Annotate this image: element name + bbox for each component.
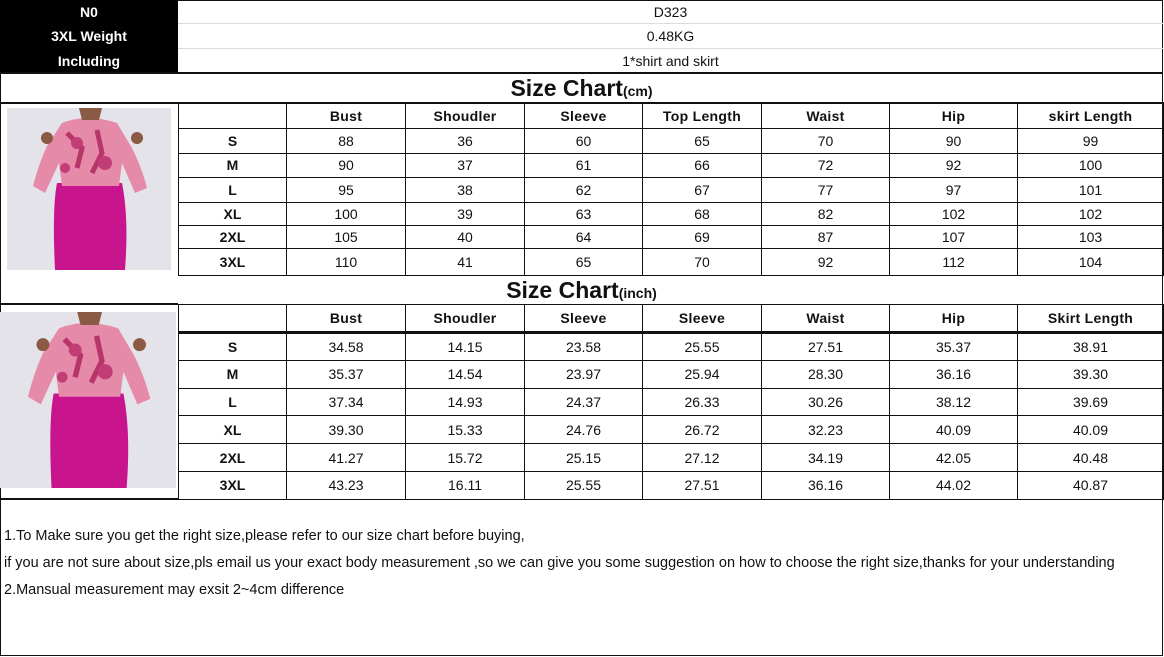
header-cell: Bust bbox=[287, 103, 406, 129]
cm-chart-title bbox=[0, 74, 1163, 103]
product-photo-icon bbox=[7, 108, 171, 270]
value-cell: 38.12 bbox=[890, 388, 1018, 416]
value-cell: 105 bbox=[287, 225, 406, 248]
table-row bbox=[179, 129, 1164, 154]
value-cell: 87 bbox=[762, 225, 890, 248]
value-cell: 32.23 bbox=[762, 416, 890, 444]
header-cell: Shoudler bbox=[406, 103, 525, 129]
value-cell: 92 bbox=[890, 153, 1018, 178]
header-cell: Hip bbox=[890, 103, 1018, 129]
value-cell: 63 bbox=[525, 202, 643, 225]
value-cell: 35.37 bbox=[287, 360, 406, 388]
value-cell: 36 bbox=[406, 129, 525, 154]
value-cell: 36.16 bbox=[762, 471, 890, 499]
value-cell: 110 bbox=[287, 248, 406, 275]
value-cell: 70 bbox=[762, 129, 890, 154]
value-cell: 15.33 bbox=[406, 416, 525, 444]
value-cell: 88 bbox=[287, 129, 406, 154]
value-cell: 36.16 bbox=[890, 360, 1018, 388]
value-cell: 97 bbox=[890, 178, 1018, 203]
table-row bbox=[179, 225, 1164, 248]
table-row bbox=[179, 416, 1164, 444]
value-cell: 65 bbox=[643, 129, 762, 154]
header-cell: Bust bbox=[287, 305, 406, 333]
value-cell: 25.55 bbox=[525, 471, 643, 499]
value-cell: 35.37 bbox=[890, 333, 1018, 361]
size-cell: 3XL bbox=[179, 471, 287, 499]
value-cell: 27.12 bbox=[643, 444, 762, 472]
label-including: Including bbox=[57, 52, 121, 69]
inch-chart-title bbox=[0, 277, 1163, 304]
value-cell: 40 bbox=[406, 225, 525, 248]
value-cell: 14.54 bbox=[406, 360, 525, 388]
size-cell: S bbox=[179, 129, 287, 154]
value-cell: 42.05 bbox=[890, 444, 1018, 472]
value-cell: 14.15 bbox=[406, 333, 525, 361]
table-row bbox=[179, 360, 1164, 388]
value-cell: 25.94 bbox=[643, 360, 762, 388]
value-cell: 70 bbox=[643, 248, 762, 275]
value-cell: 34.19 bbox=[762, 444, 890, 472]
value-cell: 102 bbox=[890, 202, 1018, 225]
value-cell: 24.76 bbox=[525, 416, 643, 444]
value-cell: 24.37 bbox=[525, 388, 643, 416]
table-row bbox=[179, 178, 1164, 203]
note-1: 1.To Make sure you get the right size,please refer to our size chart before buying, bbox=[4, 528, 525, 544]
note-2: 2.Mansual measurement may exsit 2~4cm difference bbox=[4, 582, 345, 598]
value-cell: 23.97 bbox=[525, 360, 643, 388]
value-cell: 72 bbox=[762, 153, 890, 178]
value-cell: 90 bbox=[287, 153, 406, 178]
value-cell: 43.23 bbox=[287, 471, 406, 499]
size-cell: M bbox=[179, 153, 287, 178]
info-values bbox=[178, 0, 1163, 73]
header-cell: Top Length bbox=[643, 103, 762, 129]
value-cell: 64 bbox=[525, 225, 643, 248]
value-cell: 39 bbox=[406, 202, 525, 225]
header-cell bbox=[179, 103, 287, 129]
size-cell: L bbox=[179, 388, 287, 416]
size-cell: 2XL bbox=[179, 444, 287, 472]
value-cell: 100 bbox=[1018, 153, 1164, 178]
cm-size-table bbox=[178, 102, 1164, 276]
info-labels bbox=[0, 0, 178, 73]
value-cell: 28.30 bbox=[762, 360, 890, 388]
value-cell: 40.09 bbox=[890, 416, 1018, 444]
cm-unit: (cm) bbox=[622, 83, 653, 99]
size-cell: S bbox=[179, 333, 287, 361]
header-cell: Hip bbox=[890, 305, 1018, 333]
value-cell: 92 bbox=[762, 248, 890, 275]
value-cell: 16.11 bbox=[406, 471, 525, 499]
value-cell: 101 bbox=[1018, 178, 1164, 203]
value-cell: 40.48 bbox=[1018, 444, 1164, 472]
product-photo-icon bbox=[0, 312, 176, 488]
value-cell: 26.72 bbox=[643, 416, 762, 444]
table-row bbox=[179, 153, 1164, 178]
inch-size-table bbox=[178, 304, 1164, 500]
product-image-cm bbox=[7, 108, 171, 270]
inch-unit: (inch) bbox=[618, 285, 657, 301]
header-cell: Sleeve bbox=[525, 103, 643, 129]
size-cell: XL bbox=[179, 202, 287, 225]
value-cell: 82 bbox=[762, 202, 890, 225]
table-row bbox=[179, 333, 1164, 361]
value-cell: 39.30 bbox=[1018, 360, 1164, 388]
note-1-continued: if you are not sure about size,pls email us your exact body measurement ,so we can give you some suggestion on how to choose the right size,thanks for your understanding bbox=[4, 555, 1115, 571]
value-cell: 90 bbox=[890, 129, 1018, 154]
label-3xl-weight: 3XL Weight bbox=[51, 28, 127, 45]
size-notes bbox=[4, 523, 1154, 604]
value-cell: 15.72 bbox=[406, 444, 525, 472]
value-cell: 27.51 bbox=[643, 471, 762, 499]
value-including: 1*shirt and skirt bbox=[622, 52, 719, 69]
value-cell: 27.51 bbox=[762, 333, 890, 361]
value-cell: 40.09 bbox=[1018, 416, 1164, 444]
table-row bbox=[179, 471, 1164, 499]
value-cell: 38 bbox=[406, 178, 525, 203]
table-header-row bbox=[179, 103, 1164, 129]
value-cell: 66 bbox=[643, 153, 762, 178]
value-cell: 107 bbox=[890, 225, 1018, 248]
value-cell: 40.87 bbox=[1018, 471, 1164, 499]
value-cell: 62 bbox=[525, 178, 643, 203]
value-cell: 100 bbox=[287, 202, 406, 225]
size-cell: M bbox=[179, 360, 287, 388]
value-cell: 77 bbox=[762, 178, 890, 203]
size-cell: L bbox=[179, 178, 287, 203]
value-cell: 95 bbox=[287, 178, 406, 203]
value-cell: 37.34 bbox=[287, 388, 406, 416]
value-cell: 30.26 bbox=[762, 388, 890, 416]
header-cell: Waist bbox=[762, 305, 890, 333]
table-row bbox=[179, 202, 1164, 225]
header-cell: Sleeve bbox=[643, 305, 762, 333]
divider bbox=[0, 303, 178, 305]
table-row bbox=[179, 444, 1164, 472]
value-cell: 41 bbox=[406, 248, 525, 275]
label-model-no: N0 bbox=[80, 4, 98, 20]
table-row bbox=[179, 248, 1164, 275]
value-cell: 68 bbox=[643, 202, 762, 225]
value-cell: 60 bbox=[525, 129, 643, 154]
value-cell: 14.93 bbox=[406, 388, 525, 416]
value-cell: 39.69 bbox=[1018, 388, 1164, 416]
value-cell: 112 bbox=[890, 248, 1018, 275]
value-cell: 38.91 bbox=[1018, 333, 1164, 361]
product-image-inch bbox=[0, 312, 176, 488]
value-3xl-weight: 0.48KG bbox=[178, 24, 1163, 48]
value-cell: 39.30 bbox=[287, 416, 406, 444]
value-model-no: D323 bbox=[178, 0, 1163, 24]
inch-title-text: Size Chart bbox=[506, 277, 619, 303]
value-cell: 104 bbox=[1018, 248, 1164, 275]
size-cell: 3XL bbox=[179, 248, 287, 275]
value-cell: 103 bbox=[1018, 225, 1164, 248]
value-cell: 65 bbox=[525, 248, 643, 275]
value-cell: 44.02 bbox=[890, 471, 1018, 499]
header-cell: Shoudler bbox=[406, 305, 525, 333]
header-cell: Skirt Length bbox=[1018, 305, 1164, 333]
header-cell: Waist bbox=[762, 103, 890, 129]
value-cell: 26.33 bbox=[643, 388, 762, 416]
value-cell: 23.58 bbox=[525, 333, 643, 361]
value-cell: 25.55 bbox=[643, 333, 762, 361]
value-cell: 37 bbox=[406, 153, 525, 178]
size-cell: XL bbox=[179, 416, 287, 444]
value-cell: 69 bbox=[643, 225, 762, 248]
value-cell: 99 bbox=[1018, 129, 1164, 154]
value-cell: 102 bbox=[1018, 202, 1164, 225]
cm-title-text: Size Chart bbox=[510, 75, 623, 101]
header-cell: skirt Length bbox=[1018, 103, 1164, 129]
value-cell: 34.58 bbox=[287, 333, 406, 361]
value-cell: 67 bbox=[643, 178, 762, 203]
header-cell bbox=[179, 305, 287, 333]
table-header-row bbox=[179, 305, 1164, 333]
size-cell: 2XL bbox=[179, 225, 287, 248]
header-cell: Sleeve bbox=[525, 305, 643, 333]
value-cell: 61 bbox=[525, 153, 643, 178]
divider bbox=[0, 498, 178, 500]
table-row bbox=[179, 388, 1164, 416]
value-cell: 25.15 bbox=[525, 444, 643, 472]
value-cell: 41.27 bbox=[287, 444, 406, 472]
